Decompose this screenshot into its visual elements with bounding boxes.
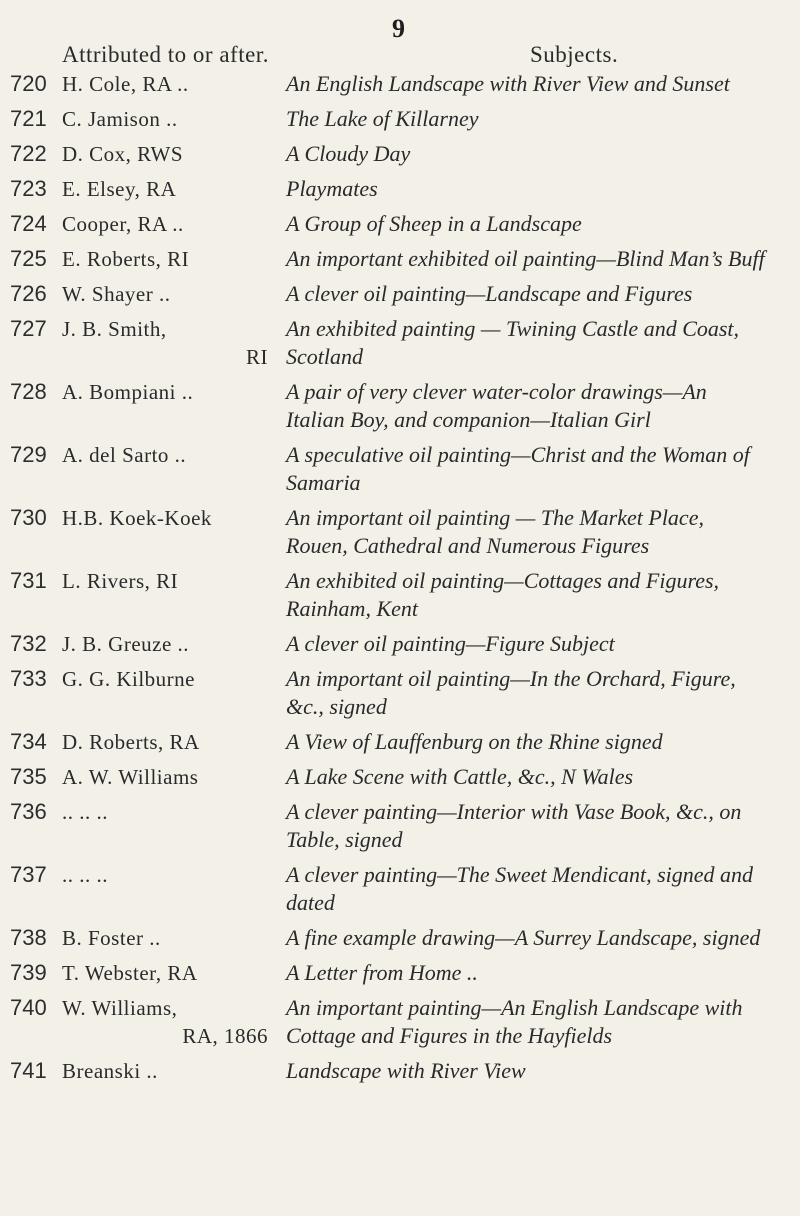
artist-name <box>62 567 272 595</box>
artist-name <box>62 175 272 203</box>
lot-subject: A Letter from Home .. <box>286 960 478 985</box>
artist-name <box>62 378 272 406</box>
artist-text: W. Shayer .. <box>62 282 171 306</box>
artist-name <box>62 924 272 952</box>
lot-row <box>0 105 800 140</box>
lot-list <box>0 70 800 1092</box>
lot-subject: A clever oil painting—Landscape and Figures <box>286 281 693 306</box>
lot-number: 726 <box>10 281 47 306</box>
artist-name <box>62 245 272 273</box>
lot-number: 722 <box>10 141 47 166</box>
lot-row <box>0 994 800 1057</box>
lot-row <box>0 441 800 504</box>
artist-text: T. Webster, RA <box>62 961 198 985</box>
artist-text: D. Cox, RWS <box>62 142 184 166</box>
lot-number: 733 <box>10 666 47 691</box>
lot-subject: A Lake Scene with Cattle, &c., N Wales <box>286 764 634 789</box>
lot-row <box>0 861 800 924</box>
lot-row <box>0 210 800 245</box>
lot-row <box>0 378 800 441</box>
artist-text: A. W. Williams <box>62 765 199 789</box>
artist-name <box>62 140 272 168</box>
lot-number: 730 <box>10 505 47 530</box>
lot-number: 720 <box>10 71 47 96</box>
lot-subject: A fine example drawing—A Surrey Landscape, signed <box>286 925 761 950</box>
lot-subject: An important painting—An English Landscape with Cottage and Figures in the Hayfields <box>286 995 743 1048</box>
artist-text: Cooper, RA .. <box>62 212 184 236</box>
lot-subject: A clever painting—Interior with Vase Book, &c., on Table, signed <box>286 799 742 852</box>
artist-text: Breanski .. <box>62 1059 158 1083</box>
lot-number: 735 <box>10 764 47 789</box>
artist-text: D. Roberts, RA <box>62 730 200 754</box>
lot-row <box>0 245 800 280</box>
lot-subject: A Group of Sheep in a Landscape <box>286 211 582 236</box>
artist-name <box>62 728 272 756</box>
lot-subject: A speculative oil painting—Christ and the Woman of Samaria <box>286 442 750 495</box>
lot-subject: A Cloudy Day <box>286 141 411 166</box>
lot-subject: Playmates <box>286 176 378 201</box>
artist-name <box>62 861 272 889</box>
lot-number: 738 <box>10 925 47 950</box>
lot-subject: An exhibited painting — Twining Castle and Coast, Scotland <box>286 316 740 369</box>
lot-number: 731 <box>10 568 47 593</box>
lot-row <box>0 1057 800 1092</box>
lot-row <box>0 175 800 210</box>
lot-subject: An important exhibited oil painting—Blind Man’s Buff <box>286 246 765 271</box>
artist-suffix: RA, 1866 <box>182 1024 268 1048</box>
artist-name <box>62 105 272 133</box>
artist-text: C. Jamison .. <box>62 107 178 131</box>
lot-number: 727 <box>10 316 47 341</box>
lot-subject: The Lake of Killarney <box>286 106 479 131</box>
lot-number: 741 <box>10 1058 47 1083</box>
lot-number: 739 <box>10 960 47 985</box>
lot-row <box>0 959 800 994</box>
lot-number: 736 <box>10 799 47 824</box>
lot-number: 734 <box>10 729 47 754</box>
lot-number: 725 <box>10 246 47 271</box>
artist-text: L. Rivers, RI <box>62 569 179 593</box>
lot-number: 723 <box>10 176 47 201</box>
lot-subject: An English Landscape with River View and Sunset <box>286 71 730 96</box>
artist-text: B. Foster .. <box>62 926 161 950</box>
lot-row <box>0 798 800 861</box>
lot-number: 728 <box>10 379 47 404</box>
lot-subject: A pair of very clever water-color drawings—An Italian Boy, and companion—Italian Girl <box>286 379 707 432</box>
artist-text: G. G. Kilburne <box>62 667 195 691</box>
lot-number: 724 <box>10 211 47 236</box>
lot-subject: A clever oil painting—Figure Subject <box>286 631 615 656</box>
header-subjects: Subjects. <box>530 42 619 67</box>
artist-text: H. Cole, RA .. <box>62 72 189 96</box>
lot-number: 740 <box>10 995 47 1020</box>
lot-row <box>0 315 800 378</box>
lot-row <box>0 70 800 105</box>
artist-suffix: RI <box>246 345 268 369</box>
lot-row <box>0 630 800 665</box>
lot-row <box>0 567 800 630</box>
lot-subject: A View of Lauffenburg on the Rhine signed <box>286 729 663 754</box>
artist-text: J. B. Greuze .. <box>62 632 190 656</box>
artist-text: E. Roberts, RI <box>62 247 190 271</box>
artist-name <box>62 1057 272 1085</box>
artist-text: A. Bompiani .. <box>62 380 194 404</box>
lot-subject: An exhibited oil painting—Cottages and Figures, Rainham, Kent <box>286 568 720 621</box>
header-attributed: Attributed to or after. <box>62 42 269 67</box>
lot-row <box>0 924 800 959</box>
page-number: 9 <box>392 14 405 43</box>
artist-name <box>62 959 272 987</box>
artist-text: J. B. Smith, <box>62 317 167 341</box>
lot-row <box>0 763 800 798</box>
artist-text: W. Williams, <box>62 996 178 1020</box>
artist-name <box>62 994 272 1050</box>
lot-number: 729 <box>10 442 47 467</box>
lot-subject: Landscape with River View <box>286 1058 526 1083</box>
column-header <box>0 42 800 72</box>
artist-name <box>62 70 272 98</box>
artist-text: A. del Sarto .. <box>62 443 187 467</box>
artist-name <box>62 315 272 371</box>
lot-row <box>0 280 800 315</box>
artist-name <box>62 504 272 532</box>
artist-name <box>62 798 272 826</box>
artist-text: H.B. Koek-Koek <box>62 506 212 530</box>
lot-number: 732 <box>10 631 47 656</box>
artist-name <box>62 280 272 308</box>
artist-name <box>62 441 272 469</box>
lot-subject: A clever painting—The Sweet Mendicant, signed and dated <box>286 862 754 915</box>
artist-name <box>62 210 272 238</box>
lot-row <box>0 665 800 728</box>
artist-name <box>62 665 272 693</box>
lot-row <box>0 728 800 763</box>
lot-row <box>0 504 800 567</box>
lot-number: 737 <box>10 862 47 887</box>
lot-number: 721 <box>10 106 47 131</box>
lot-row <box>0 140 800 175</box>
lot-subject: An important oil painting—In the Orchard, Figure, &c., signed <box>286 666 736 719</box>
artist-text: E. Elsey, RA <box>62 177 177 201</box>
artist-name <box>62 630 272 658</box>
artist-text: .. .. .. <box>62 800 108 824</box>
artist-name <box>62 763 272 791</box>
artist-text: .. .. .. <box>62 863 108 887</box>
lot-subject: An important oil painting — The Market Place, Rouen, Cathedral and Numerous Figures <box>286 505 704 558</box>
